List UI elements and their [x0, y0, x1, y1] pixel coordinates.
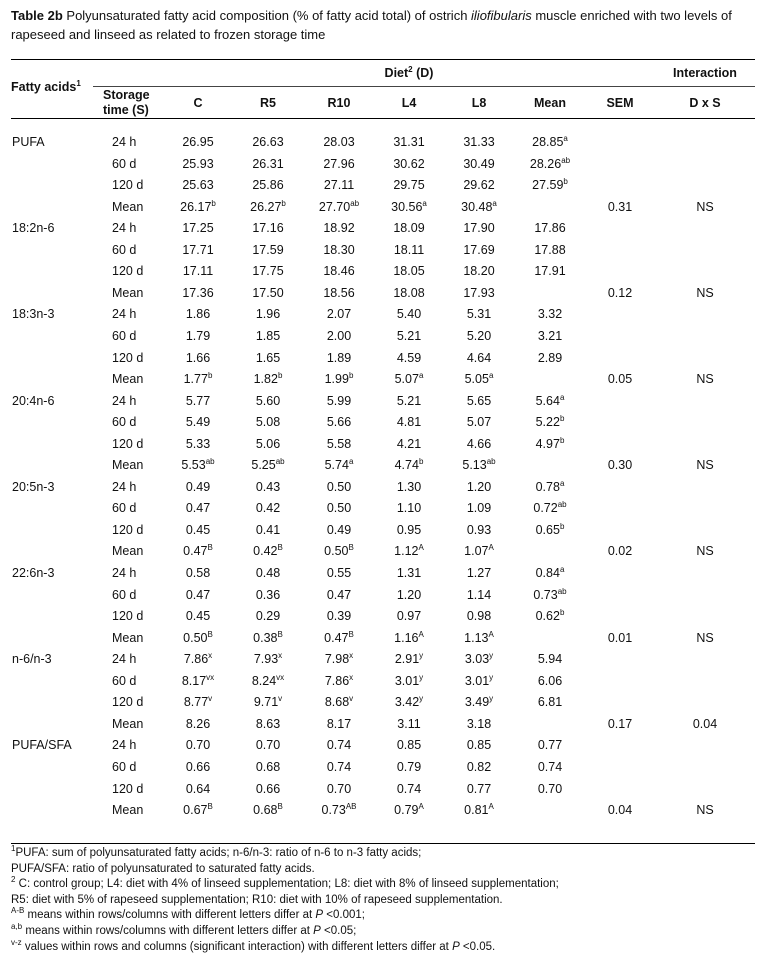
value-cell: 1.89	[326, 350, 352, 365]
header-bottom-rule	[11, 118, 755, 119]
footnote-line: R5: diet with 5% of rapeseed supplementation; R10: diet with 10% of rapeseed supplementation.	[11, 893, 503, 906]
fatty-acid-label: n-6/n-3	[12, 652, 52, 667]
interaction-cell: NS	[696, 372, 714, 387]
storage-time-label: 120 d	[112, 522, 144, 537]
value-cell: 5.33	[185, 436, 211, 451]
value-cell: $0.81^A$	[464, 802, 494, 818]
value-cell: 5.49	[185, 415, 211, 430]
sem-cell: 0.01	[607, 630, 633, 645]
value-cell: $0.42^B$	[253, 543, 283, 559]
value-cell: 5.25$^{ab}$	[251, 457, 285, 473]
storage-time-label: Mean	[112, 372, 144, 387]
fatty-acid-label: 18:3n-3	[12, 307, 55, 322]
storage-time-label: Mean	[112, 544, 144, 559]
storage-time-label: 24 h	[112, 221, 137, 236]
value-cell: 0.47	[185, 587, 211, 602]
storage-time-label: 60 d	[112, 759, 137, 774]
sem-cell: 0.30	[607, 458, 633, 473]
fatty-acid-label: PUFA/SFA	[12, 738, 72, 753]
value-cell: 17.59	[252, 242, 284, 257]
value-cell: 0.70	[185, 738, 211, 753]
fatty-acid-label: 20:4n-6	[12, 393, 55, 408]
value-cell: 3.11	[397, 716, 421, 731]
value-cell: 26.31	[252, 156, 284, 171]
value-cell: 18.56	[323, 285, 355, 300]
value-cell: 30.56$^a$	[391, 198, 427, 214]
footnote-line: $^{a,b}$ means within rows/columns with different letters differ at P <0.05;	[11, 921, 357, 937]
value-cell: 8.17	[326, 716, 352, 731]
value-cell: $0.50^B$	[324, 543, 354, 559]
value-cell: 0.85	[466, 738, 492, 753]
value-cell: 17.69	[463, 242, 495, 257]
value-cell: 0.49	[326, 522, 352, 537]
column-header-mean: Mean	[534, 96, 566, 110]
value-cell: 0.43	[255, 479, 281, 494]
value-cell: 0.64	[185, 781, 211, 796]
storage-time-label: 24 h	[112, 652, 137, 667]
value-cell: 1.30	[396, 479, 422, 494]
value-cell: 0.79	[396, 759, 422, 774]
value-cell: $0.38^B$	[253, 629, 283, 645]
value-cell: 27.70$^{ab}$	[318, 198, 360, 214]
storage-time-label: 120 d	[112, 609, 144, 624]
value-cell: 30.49	[463, 156, 495, 171]
table-caption	[11, 6, 756, 44]
value-cell: 5.58	[326, 436, 352, 451]
column-header-sem: SEM	[606, 96, 634, 110]
value-cell: 5.65	[466, 393, 492, 408]
value-cell: 0.47	[326, 587, 352, 602]
interaction-header: Interaction	[673, 66, 737, 80]
mean-cell: 0.62$^b$	[535, 608, 565, 624]
mean-cell: 27.59$^b$	[532, 177, 568, 193]
bottom-rule	[11, 843, 755, 844]
storage-time-label: 24 h	[112, 738, 137, 753]
interaction-cell: NS	[696, 544, 714, 559]
value-cell: 17.90	[463, 221, 495, 236]
mean-cell: 17.91	[534, 264, 566, 279]
value-cell: 18.09	[393, 221, 425, 236]
storage-time-label: 60 d	[112, 673, 137, 688]
value-cell: 0.29	[255, 609, 281, 624]
value-cell: 2.91$^y$	[394, 651, 424, 667]
mean-cell: 6.81	[537, 695, 563, 710]
sem-cell: 0.02	[607, 544, 633, 559]
value-cell: 0.95	[396, 522, 422, 537]
value-cell: 5.08	[255, 415, 281, 430]
value-cell: 1.66	[185, 350, 211, 365]
value-cell: 5.13$^{ab}$	[462, 457, 496, 473]
caption-italic: iliofibularis	[471, 8, 532, 23]
storage-time-label: Mean	[112, 716, 144, 731]
value-cell: 18.08	[393, 285, 425, 300]
value-cell: 8.17$^{vx}$	[181, 672, 215, 688]
value-cell: 5.21	[396, 393, 422, 408]
value-cell: 5.20	[466, 328, 492, 343]
value-cell: 5.77	[185, 393, 211, 408]
value-cell: 25.63	[182, 178, 214, 193]
mean-cell: 0.72$^{ab}$	[533, 500, 567, 516]
mean-cell: 3.32	[537, 307, 563, 322]
column-header-l8: L8	[471, 96, 487, 110]
value-cell: $0.73^{AB}$	[321, 802, 357, 818]
footnote-line: $^{v-z}$ values within rows and columns (significant interaction) with different letters differ at P <0.05.	[11, 937, 496, 953]
mean-cell: 28.85$^a$	[532, 134, 568, 149]
value-cell: 9.71$^v$	[253, 694, 283, 710]
value-cell: 0.82	[466, 759, 492, 774]
footnote-line: $^1$PUFA: sum of polyunsaturated fatty acids; n-6/n-3: ratio of n-6 to n-3 fatty acids;	[11, 844, 422, 859]
header-mid-rule	[93, 86, 755, 87]
fatty-acid-label: 22:6n-3	[12, 566, 55, 580]
value-cell: 2.00	[326, 328, 352, 343]
value-cell: 1.31	[396, 566, 422, 580]
value-cell: 17.75	[252, 264, 284, 279]
value-cell: $0.47^B$	[324, 629, 354, 645]
value-cell: 28.03	[323, 135, 355, 149]
value-cell: 1.27	[466, 566, 492, 580]
column-header-c: C	[193, 96, 203, 110]
value-cell: 5.74$^a$	[324, 457, 354, 473]
value-cell: 1.10	[396, 501, 422, 516]
value-cell: $0.68^B$	[253, 802, 283, 818]
value-cell: 8.26	[185, 716, 211, 731]
value-cell: 7.93$^x$	[253, 651, 283, 667]
value-cell: 0.70	[326, 781, 352, 796]
value-cell: 0.85	[396, 738, 422, 753]
value-cell: 0.74	[326, 738, 352, 753]
value-cell: 0.36	[255, 587, 281, 602]
table-label: Table 2b	[11, 8, 63, 23]
value-cell: $1.07^A$	[464, 543, 494, 559]
top-rule	[11, 59, 755, 60]
storage-time-label: 60 d	[112, 587, 137, 602]
value-cell: 0.39	[326, 609, 352, 624]
value-cell: 5.21	[396, 328, 422, 343]
value-cell: $1.13^A$	[464, 629, 494, 645]
storage-time-label: Mean	[112, 630, 144, 645]
value-cell: 4.66	[466, 436, 492, 451]
storage-time-label: 120 d	[112, 436, 144, 451]
fatty-acids-header: Fatty acids$^1$	[11, 79, 81, 94]
value-cell: 3.42$^y$	[394, 694, 424, 710]
value-cell: 0.93	[466, 522, 492, 537]
storage-time-label: 120 d	[112, 350, 144, 365]
value-cell: 3.01$^y$	[464, 672, 494, 688]
value-cell: 0.48	[255, 566, 281, 580]
value-cell: 1.96	[255, 307, 281, 322]
mean-cell: 17.86	[534, 221, 566, 236]
mean-cell: 17.88	[534, 242, 566, 257]
value-cell: 1.77$^b$	[183, 371, 213, 387]
value-cell: 0.50	[326, 479, 352, 494]
mean-cell: 0.70	[537, 781, 563, 796]
sem-cell: 0.12	[607, 285, 633, 300]
value-cell: 4.74$^b$	[394, 457, 424, 473]
mean-cell: 0.74	[537, 759, 563, 774]
value-cell: 0.47	[185, 501, 211, 516]
caption-text-end: muscle enriched with two levels of rapeseed and linseed as related to frozen storage time	[11, 8, 732, 42]
mean-cell: 5.22$^b$	[535, 414, 565, 430]
value-cell: $0.47^B$	[183, 543, 213, 559]
value-cell: 4.81	[396, 415, 422, 430]
value-cell: 0.42	[255, 501, 281, 516]
value-cell: 0.50	[326, 501, 352, 516]
value-cell: 4.59	[396, 350, 422, 365]
value-cell: 0.45	[185, 522, 211, 537]
storage-time-label: 24 h	[112, 479, 137, 494]
value-cell: 1.09	[466, 501, 492, 516]
value-cell: 17.50	[252, 285, 284, 300]
value-cell: $1.16^A$	[394, 629, 424, 645]
column-header-r5: R5	[260, 96, 276, 110]
storage-time-label: Mean	[112, 199, 144, 214]
interaction-cell: NS	[696, 803, 714, 818]
value-cell: 1.20	[396, 587, 422, 602]
value-cell: 1.85	[255, 328, 281, 343]
value-cell: 8.63	[255, 716, 281, 731]
value-cell: 1.65	[255, 350, 281, 365]
value-cell: 1.99$^b$	[324, 371, 354, 387]
value-cell: 0.74	[396, 781, 422, 796]
value-cell: 5.07	[466, 415, 492, 430]
storage-time-label: 60 d	[112, 415, 137, 430]
value-cell: 0.49	[185, 479, 211, 494]
value-cell: 29.62	[463, 178, 495, 193]
storage-time-label: 120 d	[112, 264, 144, 279]
storage-time-label: 60 d	[112, 242, 137, 257]
sem-cell: 0.05	[607, 372, 633, 387]
value-cell: 18.46	[323, 264, 355, 279]
value-cell: 0.45	[185, 609, 211, 624]
value-cell: 18.05	[393, 264, 425, 279]
value-cell: 0.66	[185, 759, 211, 774]
mean-cell: 0.73$^{ab}$	[533, 586, 567, 602]
caption-text: Polyunsaturated fatty acid composition (% of fatty acid total) of ostrich	[62, 8, 472, 23]
value-cell: 1.86	[185, 307, 211, 322]
storage-time-header: Storage time (S)	[103, 88, 150, 117]
column-header-dxs: D x S	[689, 96, 721, 110]
value-cell: 0.70	[255, 738, 281, 753]
value-cell: 17.11	[182, 264, 214, 279]
value-cell: 17.71	[182, 242, 214, 257]
interaction-cell: NS	[696, 458, 714, 473]
storage-time-label: 24 h	[112, 566, 137, 580]
value-cell: 1.20	[466, 479, 492, 494]
value-cell: 5.05$^a$	[464, 371, 494, 387]
mean-cell: 0.65$^b$	[535, 521, 565, 537]
sem-cell: 0.17	[607, 716, 633, 731]
storage-time-label: 24 h	[112, 307, 137, 322]
interaction-cell: NS	[696, 199, 714, 214]
mean-cell: 3.21	[537, 328, 563, 343]
storage-time-label: 120 d	[112, 781, 144, 796]
storage-time-label: 60 d	[112, 156, 137, 171]
mean-cell: 5.94	[537, 652, 563, 667]
value-cell: 26.63	[252, 135, 284, 149]
value-cell: 8.77$^v$	[183, 694, 213, 710]
storage-time-label: 120 d	[112, 178, 144, 193]
value-cell: 31.31	[393, 135, 425, 149]
value-cell: 18.20	[463, 264, 495, 279]
value-cell: 4.21	[396, 436, 422, 451]
fatty-acid-label: 20:5n-3	[12, 479, 55, 494]
interaction-cell: NS	[696, 630, 714, 645]
value-cell: 5.40	[396, 307, 422, 322]
fatty-acid-label: 18:2n-6	[12, 221, 55, 236]
value-cell: 0.58	[185, 566, 211, 580]
mean-cell: 0.84$^a$	[535, 565, 565, 580]
value-cell: 17.93	[463, 285, 495, 300]
value-cell: 17.16	[252, 221, 284, 236]
storage-time-label: Mean	[112, 458, 144, 473]
value-cell: 3.18	[466, 716, 492, 731]
storage-time-label: 60 d	[112, 328, 137, 343]
value-cell: 5.66	[326, 415, 352, 430]
value-cell: 17.25	[182, 221, 214, 236]
column-header-l4: L4	[401, 96, 417, 110]
value-cell: 0.41	[255, 522, 281, 537]
diet-header: Diet$^2$ (D)	[384, 65, 434, 80]
value-cell: 7.98$^x$	[324, 651, 354, 667]
value-cell: 1.82$^b$	[253, 371, 283, 387]
value-cell: 5.53$^{ab}$	[181, 457, 215, 473]
storage-time-label: 60 d	[112, 501, 137, 516]
value-cell: 18.92	[323, 221, 355, 236]
value-cell: 0.55	[326, 566, 352, 580]
storage-time-label: 24 h	[112, 135, 137, 149]
value-cell: 4.64	[466, 350, 492, 365]
storage-time-label: Mean	[112, 803, 144, 818]
footnote-line: PUFA/SFA: ratio of polyunsaturated to saturated fatty acids.	[11, 862, 315, 875]
column-header-r10: R10	[327, 96, 351, 110]
value-cell: 5.31	[466, 307, 492, 322]
value-cell: 27.96	[323, 156, 355, 171]
value-cell: 0.77	[466, 781, 492, 796]
mean-cell: 0.77	[537, 738, 563, 753]
sem-cell: 0.04	[607, 803, 633, 818]
sem-cell: 0.31	[607, 199, 633, 214]
value-cell: 1.79	[185, 328, 211, 343]
interaction-cell: 0.04	[692, 716, 718, 731]
storage-time-label: 24 h	[112, 393, 137, 408]
value-cell: 0.66	[255, 781, 281, 796]
value-cell: 0.74	[326, 759, 352, 774]
value-cell: 3.49$^y$	[464, 694, 494, 710]
value-cell: 25.93	[182, 156, 214, 171]
footnote-line: $^{A-B}$ means within rows/columns with different letters differ at P <0.001;	[11, 906, 365, 922]
value-cell: 5.99	[326, 393, 352, 408]
value-cell: 25.86	[252, 178, 284, 193]
storage-time-label: 120 d	[112, 695, 144, 710]
value-cell: 31.33	[463, 135, 495, 149]
footnotes	[11, 846, 559, 955]
value-cell: 17.36	[182, 285, 214, 300]
value-cell: 0.68	[255, 759, 281, 774]
mean-cell: 6.06	[537, 673, 563, 688]
value-cell: 0.98	[466, 609, 492, 624]
value-cell: 26.27$^b$	[250, 198, 286, 214]
value-cell: 30.48$^a$	[461, 198, 497, 214]
value-cell: 18.30	[323, 242, 355, 257]
value-cell: 2.07	[326, 307, 352, 322]
value-cell: 30.62	[393, 156, 425, 171]
fatty-acid-label: PUFA	[12, 135, 45, 149]
value-cell: 1.14	[466, 587, 492, 602]
value-cell: 5.60	[255, 393, 281, 408]
value-cell: 27.11	[323, 178, 355, 193]
mean-cell: 5.64$^a$	[535, 392, 565, 408]
storage-time-label: Mean	[112, 285, 144, 300]
value-cell: $0.67^B$	[183, 802, 213, 818]
interaction-cell: NS	[696, 285, 714, 300]
value-cell: $0.79^A$	[394, 802, 424, 818]
value-cell: 3.03$^y$	[464, 651, 494, 667]
footnote-line: $^2$ C: control group; L4: diet with 4% of linseed supplementation; L8: diet with 8% of linseed supplementation;	[11, 875, 559, 891]
value-cell: 26.17$^b$	[180, 198, 216, 214]
value-cell: 26.95	[182, 135, 214, 149]
value-cell: 7.86$^x$	[324, 672, 354, 688]
value-cell: 29.75	[393, 178, 425, 193]
value-cell: 5.07$^a$	[394, 371, 424, 387]
mean-cell: 4.97$^b$	[535, 435, 565, 451]
value-cell: 5.06	[255, 436, 281, 451]
value-cell: 18.11	[393, 242, 425, 257]
value-cell: 0.97	[396, 609, 422, 624]
mean-cell: 2.89	[537, 350, 563, 365]
value-cell: $0.50^B$	[183, 629, 213, 645]
mean-cell: 0.78$^a$	[535, 478, 565, 494]
value-cell: 8.24$^{vx}$	[251, 672, 285, 688]
value-cell: 8.68$^v$	[324, 694, 354, 710]
value-cell: 3.01$^y$	[394, 672, 424, 688]
value-cell: $1.12^A$	[394, 543, 424, 559]
value-cell: 7.86$^x$	[183, 651, 213, 667]
mean-cell: 28.26$^{ab}$	[529, 155, 571, 171]
